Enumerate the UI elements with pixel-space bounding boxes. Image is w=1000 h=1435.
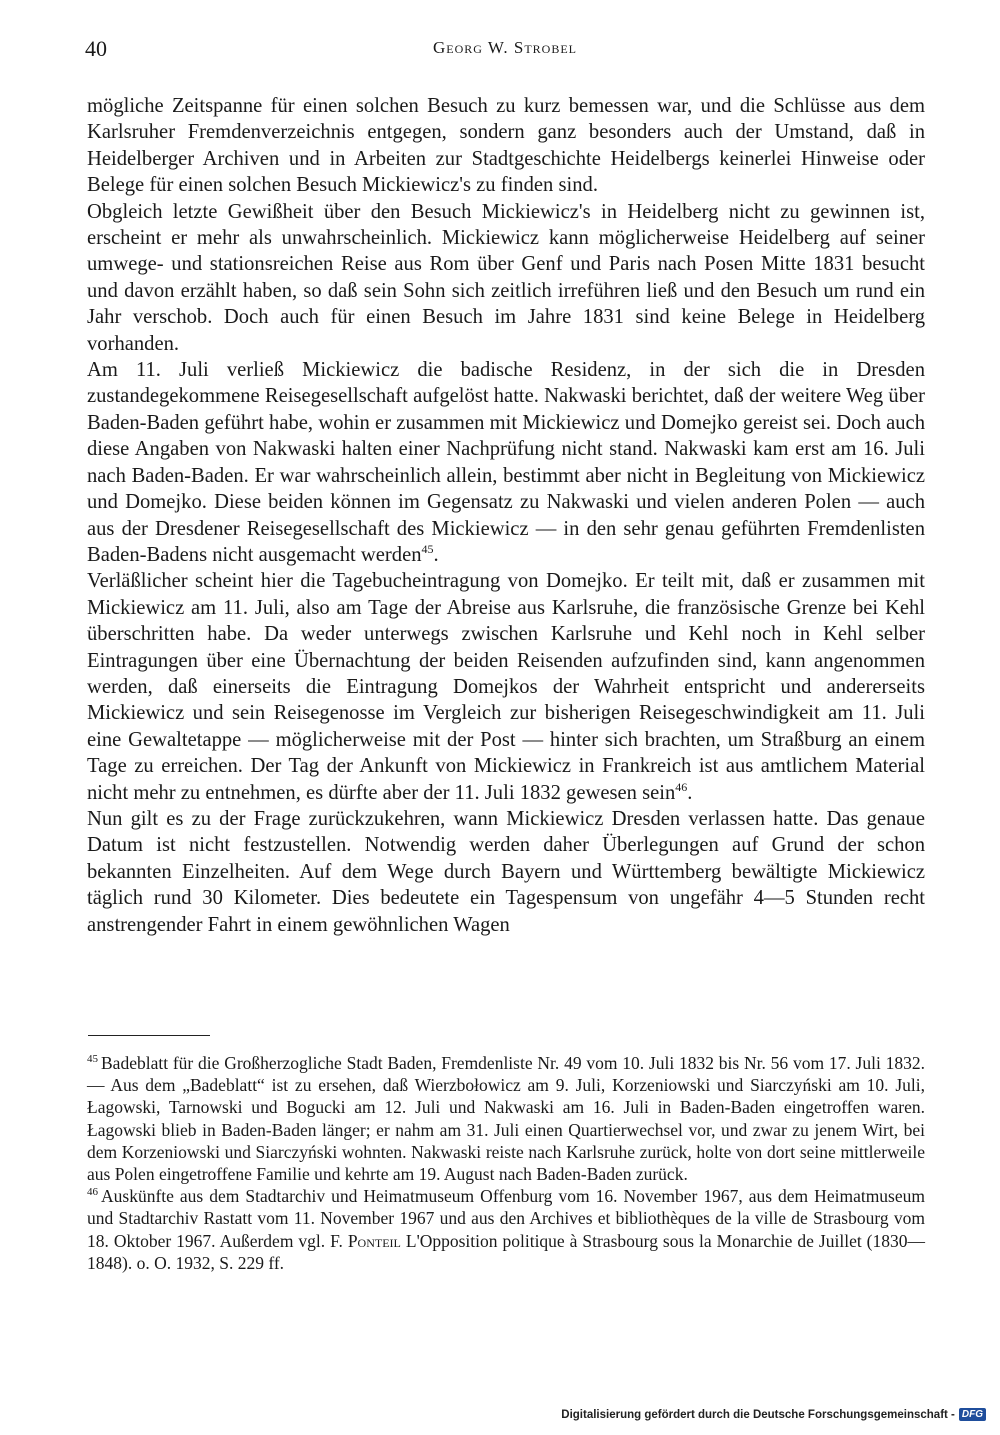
footnotes [87,1052,925,1274]
main-text [87,93,925,938]
paragraph: Nun gilt es zu der Frage zurückzukehren, wann Mickiewicz Dresden verlassen hatte. Das genaue Datum ist nicht festzustellen. Notwendig werden daher Überlegungen auf Grund der schon bekannten Einzelheiten. Auf dem Wege durch Bayern und Württemberg bewältigte Mickiewicz täglich rund 30 Kilometer. Dies bedeutete ein Tagespensum von ungefähr 4—5 Stunden recht anstrengender Fahrt in einem gewöhnlichen Wagen [87,807,925,936]
digitization-credit [561,1408,986,1421]
dfg-logo: DFG [959,1408,986,1421]
footnote-reference[interactable]: 46 [675,779,688,794]
paragraph: Obgleich letzte Gewißheit über den Besuch Mickiewicz's in Heidelberg nicht zu gewinnen ist, erscheint er mehr als unwahrscheinlich. Mickiewicz kann möglicherweise Heidelberg auf seiner umwege- und stationsreichen Reise aus Rom über Genf und Paris nach Posen Mitte 1831 besucht und davon erzählt haben, so daß sein Sohn sich zeitlich irreführen ließ und den Besuch um rund ein Jahr verschob. Doch auch für einen Besuch im Jahre 1831 sind keine Belege in Heidelberg vorhanden. [87,200,925,355]
footnote-text: Badeblatt für die Großherzogliche Stadt Baden, Fremdenliste Nr. 49 vom 10. Juli 1832 bis Nr. 56 vom 17. Juli 1832. — Aus dem „Badeblatt“ ist zu ersehen, daß Wierzbołowicz am 9. Juli, Korzeniowski und Siarczyński am 10. Juli, Łagowski, Tarnowski und Bogucki am 12. Juli und Nakwaski am 16. Juli in Baden-Baden eingetroffen waren. Łagowski blieb in Baden-Baden länger; er nahm am 31. Juli einen Quartierwechsel vor, und zwar zu jenem Wirt, bei dem Korzeniowski und Siarczyński wohnten. Nakwaski reiste nach Karlsruhe zurück, holte von dort seine mittlerweile aus Polen eingetroffene Familie und kehrte am 19. August nach Baden-Baden zurück. [87,1053,925,1185]
footnote-author: Ponteil [347,1230,401,1251]
credit-text: Digitalisierung gefördert durch die Deutsche Forschungsgemeinschaft - [561,1408,955,1421]
paragraph: Am 11. Juli verließ Mickiewicz die badische Residenz, in der sich die in Dresden zustandegekommene Reisegesellschaft aufgelöst hatte. Nakwaski berichtet, daß der weitere Weg über Baden-Baden geführt habe, wohin er zusammen mit Mickiewicz und Domejko gereist sei. Doch auch diese Angaben von Nakwaski halten einer Nachprüfung nicht stand. Nakwaski kam erst am 16. Juli nach Baden-Baden. Er war wahrscheinlich allein, bestimmt aber nicht in Begleitung von Mickiewicz und Domejko. Diese beiden können im Gegensatz zu Nakwaski und vielen anderen Polen — auch aus der Dresdener Reisegesellschaft des Mickiewicz — in den sehr genau geführten Fremdenlisten Baden-Badens nicht ausgemacht werden$^{45}$. [87,359,925,566]
footnote [87,1052,925,1185]
footnote-text: Auskünfte aus dem Stadtarchiv und Heimatmuseum Offenburg vom 16. November 1967, aus dem Heimatmuseum und Stadtarchiv Rastatt vom 11. November 1967 und aus den Archives et bibliothèques de la ville de Strasbourg vom 18. Oktober 1967. Außerdem vgl. F. [87,1186,925,1251]
page-number: 40 [85,36,107,61]
footnote [87,1185,925,1274]
paragraph: mögliche Zeitspanne für einen solchen Besuch zu kurz bemessen war, und die Schlüsse aus dem Karlsruher Fremdenverzeichnis entgegen, sondern ganz besonders auch der Umstand, daß in Heidelberger Archiven und in Arbeiten zur Stadtgeschichte Heidelbergs keinerlei Hinweise oder Belege für einen solchen Besuch Mickiewicz's zu finden sind. [87,95,925,197]
footnote-text: L'Opposition politique à Strasbourg sous la Monarchie de Juillet (1830—1848). o. O. 1932, S. 229 ff. [87,1230,926,1273]
page-header [85,36,925,66]
paragraph: Verläßlicher scheint hier die Tagebucheintragung von Domejko. Er teilt mit, daß er zusammen mit Mickiewicz am 11. Juli, also am Tage der Abreise aus Karlsruhe, die französische Grenze bei Kehl überschritten habe. Da weder unterwegs zwischen Karlsruhe und Kehl noch in Kehl selber Eintragungen über eine Übernachtung der beiden Reisenden aufzufinden sind, kann angenommen werden, daß einerseits die Eintragung Domejkos der Wahrheit entspricht und andererseits Mickiewicz und sein Reisegenosse im Vergleich zur bisherigen Reisegeschwindigkeit am 11. Juli eine Gewaltetappe — möglicherweise mit der Post — hinter sich brachten, um Straßburg an einem Tage zu erreichen. Der Tag der Ankunft von Mickiewicz in Frankreich ist aus amtlichem Material nicht mehr zu entnehmen, es dürfte aber der 11. Juli 1832 gewesen sein$^{46}$. [87,570,925,804]
footnote-divider [88,1035,210,1036]
running-head: Georg W. Strobel [433,38,577,57]
footnote-number: 46 [87,1186,98,1199]
footnote-reference[interactable]: 45 [421,542,434,557]
footnote-number: 45 [87,1053,98,1066]
